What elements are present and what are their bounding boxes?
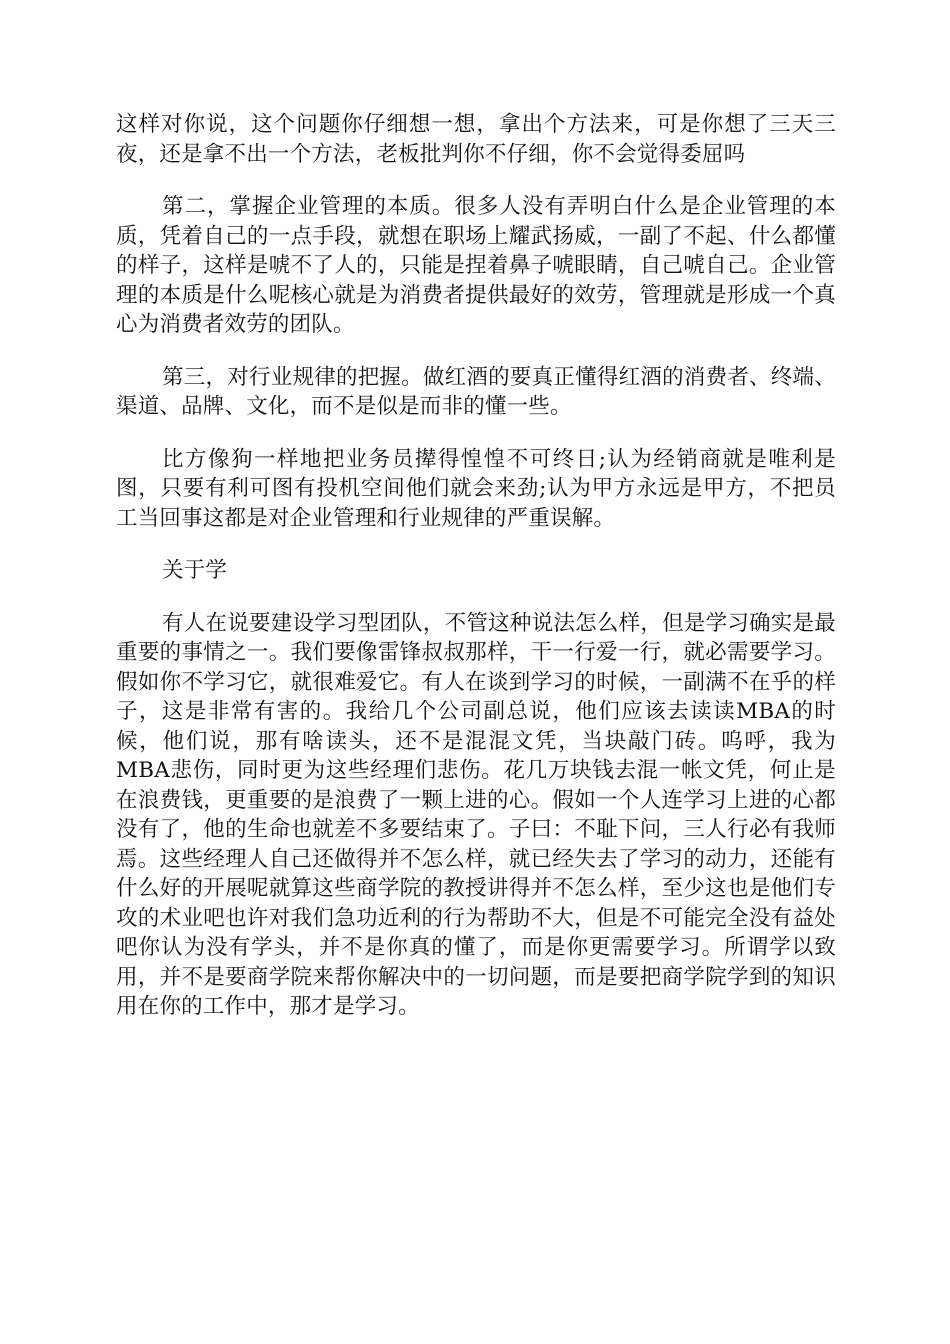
section-heading-learning: 关于学 (162, 558, 228, 583)
paragraph-management-essence: 第二，掌握企业管理的本质。很多人没有弄明白什么是企业管理的本质，凭着自己的一点手段，就想在职场上耀武扬威，一副了不起、什么都懂的样子，这样是唬不了人的，只能是捏着鼻子唬眼睛，自己唬自己。企业管理的本质是什么呢核心就是为消费者提供最好的效劳，管理就是形成一个真心为消费者效劳的团队。 (116, 194, 836, 337)
document-body (116, 110, 836, 1045)
paragraph-continuation: 这样对你说，这个问题你仔细想一想，拿出个方法来，可是你想了三天三夜，还是拿不出一个方法，老板批判你不仔细，你不会觉得委屈吗 (116, 112, 836, 167)
paragraph-industry-rules: 第三，对行业规律的把握。做红酒的要真正懂得红酒的消费者、终端、渠道、品牌、文化，而不是似是而非的懂一些。 (116, 364, 836, 419)
paragraph-learning: 有人在说要建设学习型团队，不管这种说法怎么样，但是学习确实是最重要的事情之一。我们要像雷锋叔叔那样，干一行爱一行，就必需要学习。假如你不学习它，就很难爱它。有人在谈到学习的时候，一副满不在乎的样子，这是非常有害的。我给几个公司副总说，他们应该去读读MBA的时候，他们说，那有啥读头，还不是混混文凭，当块敲门砖。呜呼，我为MBA悲伤，同时更为这些经理们悲伤。花几万块钱去混一帐文凭，何止是在浪费钱，更重要的是浪费了一颗上进的心。假如一个人连学习上进的心都没有了，他的生命也就差不多要结束了。子曰：不耻下问，三人行必有我师焉。这些经理人自己还做得并不怎么样，就已经失去了学习的动力，还能有什么好的开展呢就算这些商学院的教授讲得并不怎么样，至少这也是他们专攻的术业吧也许对我们急功近利的行为帮助不大，但是不可能完全没有益处吧你认为没有学头，并不是你真的懂了，而是你更需要学习。所谓学以致用，并不是要商学院来帮你解决中的一切问题，而是要把商学院学到的知识用在你的工作中，那才是学习。 (116, 610, 836, 1019)
paragraph-misunderstanding: 比方像狗一样地把业务员撵得惶惶不可终日;认为经销商就是唯利是图，只要有利可图有投机空间他们就会来劲;认为甲方永远是甲方，不把员工当回事这都是对企业管理和行业规律的严重误解。 (116, 446, 836, 531)
